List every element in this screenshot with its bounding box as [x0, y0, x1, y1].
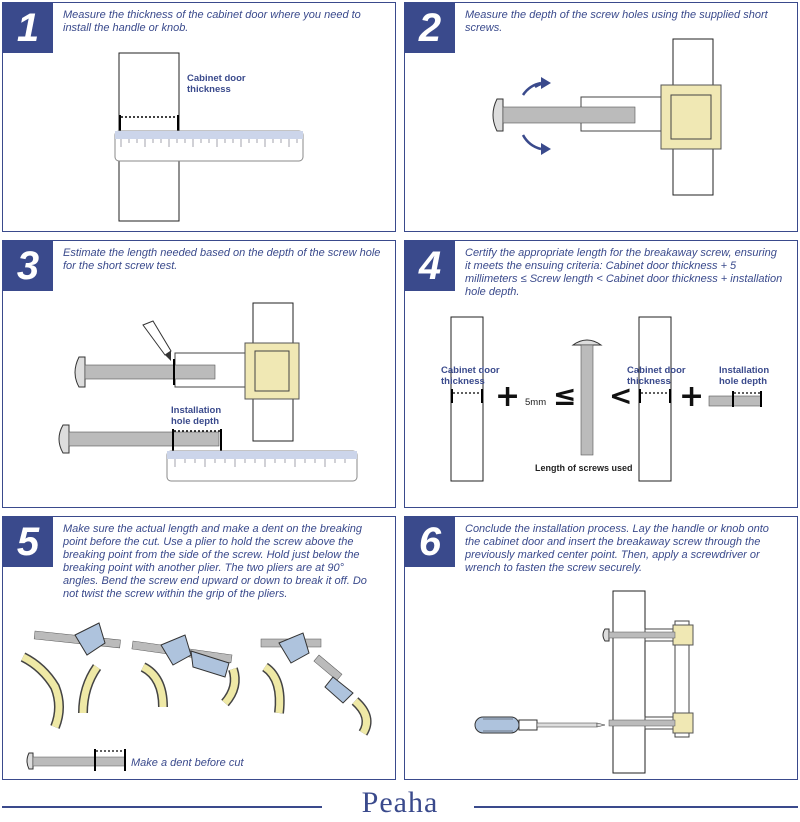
screwdriver-icon	[475, 717, 605, 733]
screw-icon	[59, 425, 221, 453]
pen-icon	[143, 321, 171, 361]
step-6-panel	[404, 516, 798, 780]
step-instruction: Estimate the length needed based on the depth of the screw hole for the short screw test.	[63, 247, 381, 272]
plier-icon	[132, 635, 235, 707]
short-screw-icon	[709, 391, 761, 407]
installation-hole-depth-label: Installation hole depth	[171, 405, 222, 427]
step-instruction: Conclude the installation process. Lay the handle or knob onto the cabinet door and insert the breakaway screw through the previously marked center point. Then, apply a screwdriver or wrench to fasten the screw securely.	[465, 523, 769, 574]
step-1-illustration	[3, 3, 396, 232]
step-5-illustration	[3, 517, 396, 780]
plus-sign: +	[679, 379, 705, 414]
cabinet-door-thickness-label: Cabinet door thickness	[627, 365, 686, 387]
less-than-sign: <	[609, 379, 633, 412]
step-number-badge: 5	[3, 517, 53, 567]
step-3-illustration	[3, 241, 396, 508]
step-instruction: Measure the thickness of the cabinet door where you need to install the handle or knob.	[63, 9, 361, 34]
step-5-panel	[2, 516, 396, 780]
step-6-illustration	[405, 517, 798, 780]
step-number-badge: 6	[405, 517, 455, 567]
step-instruction: Measure the depth of the screw holes using the supplied short screws.	[465, 9, 768, 34]
step-2-panel	[404, 2, 798, 232]
footer-divider-left	[2, 806, 322, 808]
plier-icon	[23, 623, 121, 727]
step-instruction: Certify the appropriate length for the breakaway screw, ensuring it meets the ensuing criteria: Cabinet door thickness + 5 millimeters ≤ Screw length < Cabinet door thickness + installation hole depth.	[465, 247, 783, 298]
step-number-badge: 2	[405, 3, 455, 53]
cabinet-door-thickness-label: Cabinet door thickness	[187, 73, 246, 95]
step-4-panel	[404, 240, 798, 508]
step-2-illustration	[405, 3, 798, 232]
installation-hole-depth-label: Installation hole depth	[719, 365, 770, 387]
step-number-badge: 3	[3, 241, 53, 291]
screw-icon	[27, 749, 125, 771]
cabinet-door-thickness-label: Cabinet door thickness	[441, 365, 500, 387]
brand-logo: Peaha	[361, 786, 439, 819]
step-1-panel	[2, 2, 396, 232]
footer-divider-right	[474, 806, 798, 808]
step-instruction: Make sure the actual length and make a dent on the breaking point before the cut. Use a plier to hold the screw above the breaking point from the side of the screw. Hold just below the breaking point with another plier. The two pliers are at 90° angles. Bend the screw end upward or down to break it off. Do not twist the screw within the grip of the pliers.	[63, 523, 367, 600]
dent-note: Make a dent before cut	[131, 757, 244, 769]
step-number-badge: 4	[405, 241, 455, 291]
less-equal-sign: ≤	[553, 379, 577, 412]
screw-icon	[573, 340, 601, 455]
five-mm-label: 5mm	[525, 397, 547, 408]
step-number-badge: 1	[3, 3, 53, 53]
length-of-screws-label: Length of screws used	[535, 463, 633, 473]
screw-icon	[609, 720, 675, 726]
plier-icon	[261, 633, 367, 733]
step-3-panel	[2, 240, 396, 508]
plus-sign: +	[495, 379, 521, 414]
